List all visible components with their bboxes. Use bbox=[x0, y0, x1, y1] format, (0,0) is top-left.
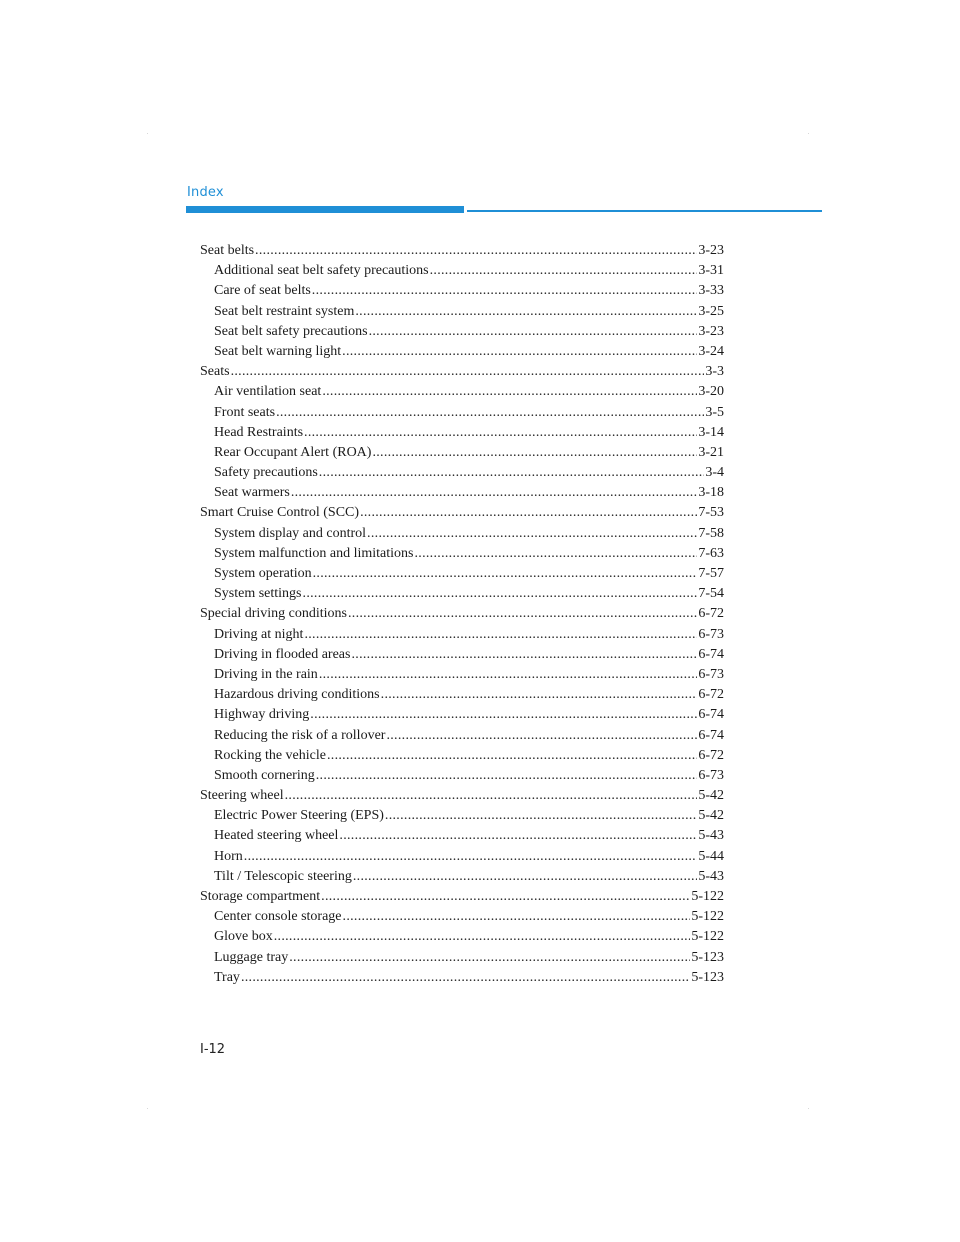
dot-leader bbox=[372, 443, 697, 463]
dot-leader bbox=[343, 907, 691, 927]
entry-page-ref: 3-23 bbox=[698, 323, 724, 339]
index-entry bbox=[200, 887, 724, 907]
index-subentry bbox=[200, 302, 724, 322]
crop-mark bbox=[147, 1108, 148, 1109]
dot-leader bbox=[313, 564, 698, 584]
entry-page-ref: 6-72 bbox=[698, 747, 724, 763]
entry-page-ref: 6-72 bbox=[698, 606, 724, 622]
entry-label: Seat belt restraint system bbox=[214, 303, 355, 319]
entry-page-ref: 5-42 bbox=[698, 808, 724, 824]
entry-label: Rear Occupant Alert (ROA) bbox=[214, 444, 372, 460]
dot-leader bbox=[304, 423, 697, 443]
dot-leader bbox=[241, 968, 690, 988]
index-subentry bbox=[200, 867, 724, 887]
entry-page-ref: 7-57 bbox=[698, 566, 724, 581]
entry-page-ref: 5-122 bbox=[691, 909, 724, 925]
index-subentry bbox=[200, 826, 724, 846]
dot-leader bbox=[244, 847, 698, 867]
entry-page-ref: 6-73 bbox=[698, 767, 724, 783]
entry-label: Special driving conditions bbox=[200, 606, 347, 622]
index-entry bbox=[200, 786, 724, 806]
entry-label: Rocking the vehicle bbox=[214, 747, 326, 763]
dot-leader bbox=[303, 584, 698, 604]
entry-label: Seat warmers bbox=[214, 485, 290, 501]
index-subentry bbox=[200, 443, 724, 463]
entry-page-ref: 6-74 bbox=[698, 646, 724, 662]
entry-page-ref: 3-3 bbox=[705, 364, 724, 380]
index-subentry bbox=[200, 625, 724, 645]
dot-leader bbox=[321, 887, 690, 907]
entry-label: Highway driving bbox=[214, 707, 310, 723]
entry-label: Hazardous driving conditions bbox=[214, 687, 380, 703]
entry-page-ref: 7-63 bbox=[698, 545, 724, 561]
entry-page-ref: 6-72 bbox=[698, 687, 724, 703]
index-subentry bbox=[200, 726, 724, 746]
index-subentry bbox=[200, 342, 724, 362]
entry-label: System settings bbox=[214, 586, 302, 602]
index-subentry bbox=[200, 322, 724, 342]
dot-leader bbox=[304, 625, 697, 645]
entry-label: Heated steering wheel bbox=[214, 828, 339, 844]
index-subentry bbox=[200, 927, 724, 947]
index-subentry bbox=[200, 564, 724, 584]
entry-page-ref: 5-122 bbox=[691, 929, 724, 945]
dot-leader bbox=[342, 342, 697, 362]
entry-page-ref: 6-73 bbox=[698, 626, 724, 642]
entry-label: Safety precautions bbox=[214, 465, 318, 481]
entry-page-ref: 7-58 bbox=[698, 525, 724, 541]
entry-page-ref: 3-31 bbox=[698, 263, 724, 279]
entry-label: Steering wheel bbox=[200, 788, 284, 804]
dot-leader bbox=[319, 665, 698, 685]
entry-label: Head Restraints bbox=[214, 424, 304, 440]
entry-page-ref: 6-73 bbox=[698, 666, 724, 682]
index-subentry bbox=[200, 665, 724, 685]
index-subentry bbox=[200, 806, 724, 826]
entry-label: Center console storage bbox=[214, 909, 342, 925]
crop-mark bbox=[808, 133, 809, 134]
dot-leader bbox=[381, 685, 698, 705]
entry-page-ref: 3-4 bbox=[705, 465, 724, 481]
entry-page-ref: 3-18 bbox=[698, 485, 724, 501]
entry-label: System malfunction and limitations bbox=[214, 545, 414, 561]
entry-label: Front seats bbox=[214, 404, 276, 420]
index-subentry bbox=[200, 524, 724, 544]
dot-leader bbox=[348, 604, 697, 624]
crop-mark bbox=[147, 133, 148, 134]
entry-label: Seats bbox=[200, 364, 230, 380]
entry-page-ref: 3-5 bbox=[705, 404, 724, 420]
entry-label: Driving at night bbox=[214, 626, 304, 642]
entry-page-ref: 5-123 bbox=[691, 969, 724, 985]
dot-leader bbox=[291, 483, 698, 503]
dot-leader bbox=[339, 826, 697, 846]
index-subentry bbox=[200, 948, 724, 968]
entry-page-ref: 3-24 bbox=[698, 343, 724, 359]
dot-leader bbox=[310, 705, 697, 725]
entry-label: Driving in flooded areas bbox=[214, 646, 351, 662]
entry-label: Storage compartment bbox=[200, 889, 321, 904]
entry-page-ref: 5-122 bbox=[691, 889, 724, 904]
dot-leader bbox=[430, 261, 698, 281]
crop-mark bbox=[808, 1108, 809, 1109]
entry-label: Seat belt warning light bbox=[214, 343, 342, 359]
entry-page-ref: 3-23 bbox=[698, 243, 724, 258]
entry-label: Driving in the rain bbox=[214, 666, 318, 682]
entry-page-ref: 3-21 bbox=[698, 444, 724, 460]
dot-leader bbox=[316, 766, 698, 786]
index-entry bbox=[200, 604, 724, 624]
index-entry bbox=[200, 362, 724, 382]
dot-leader bbox=[255, 241, 697, 261]
entry-page-ref: 3-20 bbox=[698, 384, 724, 400]
index-entry bbox=[200, 241, 724, 261]
entry-page-ref: 5-43 bbox=[698, 868, 724, 884]
dot-leader bbox=[327, 746, 697, 766]
dot-leader bbox=[369, 322, 698, 342]
index-subentry bbox=[200, 403, 724, 423]
entry-label: Smart Cruise Control (SCC) bbox=[200, 505, 360, 521]
index-subentry bbox=[200, 382, 724, 402]
entry-label: Luggage tray bbox=[214, 949, 289, 965]
dot-leader bbox=[353, 867, 697, 887]
entry-page-ref: 7-54 bbox=[698, 586, 724, 602]
dot-leader bbox=[312, 281, 698, 301]
index-subentry bbox=[200, 968, 724, 988]
dot-leader bbox=[276, 403, 704, 423]
entry-label: Tray bbox=[214, 969, 240, 985]
entry-page-ref: 7-53 bbox=[698, 505, 724, 521]
dot-leader bbox=[351, 645, 697, 665]
index-subentry bbox=[200, 584, 724, 604]
dot-leader bbox=[231, 362, 705, 382]
index-subentry bbox=[200, 847, 724, 867]
dot-leader bbox=[414, 544, 697, 564]
dot-leader bbox=[319, 463, 705, 483]
index-entry bbox=[200, 503, 724, 523]
index-subentry bbox=[200, 766, 724, 786]
index-subentry bbox=[200, 907, 724, 927]
entry-label: Additional seat belt safety precautions bbox=[214, 263, 429, 279]
entry-label: Reducing the risk of a rollover bbox=[214, 727, 386, 743]
index-subentry bbox=[200, 261, 724, 281]
entry-label: System operation bbox=[214, 566, 312, 581]
dot-leader bbox=[322, 382, 697, 402]
entry-page-ref: 5-42 bbox=[698, 788, 724, 804]
entry-label: Care of seat belts bbox=[214, 283, 311, 299]
dot-leader bbox=[385, 806, 697, 826]
index-subentry bbox=[200, 544, 724, 564]
entry-page-ref: 3-14 bbox=[698, 424, 724, 440]
entry-label: Seat belt safety precautions bbox=[214, 323, 368, 339]
dot-leader bbox=[367, 524, 697, 544]
index-subentry bbox=[200, 685, 724, 705]
index-subentry bbox=[200, 645, 724, 665]
page-number: I-12 bbox=[200, 1042, 226, 1057]
entry-label: Air ventilation seat bbox=[214, 384, 322, 400]
index-subentry bbox=[200, 705, 724, 725]
entry-page-ref: 6-74 bbox=[698, 707, 724, 723]
entry-label: Electric Power Steering (EPS) bbox=[214, 808, 384, 824]
section-title: Index bbox=[187, 185, 224, 200]
header-rule-thick bbox=[186, 206, 464, 213]
entry-page-ref: 6-74 bbox=[698, 727, 724, 743]
entry-label: Smooth cornering bbox=[214, 767, 315, 783]
index-subentry bbox=[200, 281, 724, 301]
dot-leader bbox=[386, 726, 697, 746]
entry-label: Glove box bbox=[214, 929, 273, 945]
header-rule-thin bbox=[467, 210, 822, 212]
dot-leader bbox=[274, 927, 691, 947]
dot-leader bbox=[289, 948, 690, 968]
index-subentry bbox=[200, 483, 724, 503]
entry-label: Tilt / Telescopic steering bbox=[214, 868, 352, 884]
entry-label: Seat belts bbox=[200, 243, 255, 258]
index-subentry bbox=[200, 423, 724, 443]
index-list bbox=[200, 241, 724, 988]
dot-leader bbox=[285, 786, 698, 806]
dot-leader bbox=[360, 503, 697, 523]
entry-label: System display and control bbox=[214, 525, 367, 541]
entry-page-ref: 3-33 bbox=[698, 283, 724, 299]
entry-page-ref: 5-43 bbox=[698, 828, 724, 844]
entry-page-ref: 3-25 bbox=[698, 303, 724, 319]
entry-page-ref: 5-44 bbox=[698, 848, 724, 864]
dot-leader bbox=[355, 302, 697, 322]
index-subentry bbox=[200, 463, 724, 483]
entry-page-ref: 5-123 bbox=[691, 949, 724, 965]
entry-label: Horn bbox=[214, 848, 243, 864]
index-subentry bbox=[200, 746, 724, 766]
